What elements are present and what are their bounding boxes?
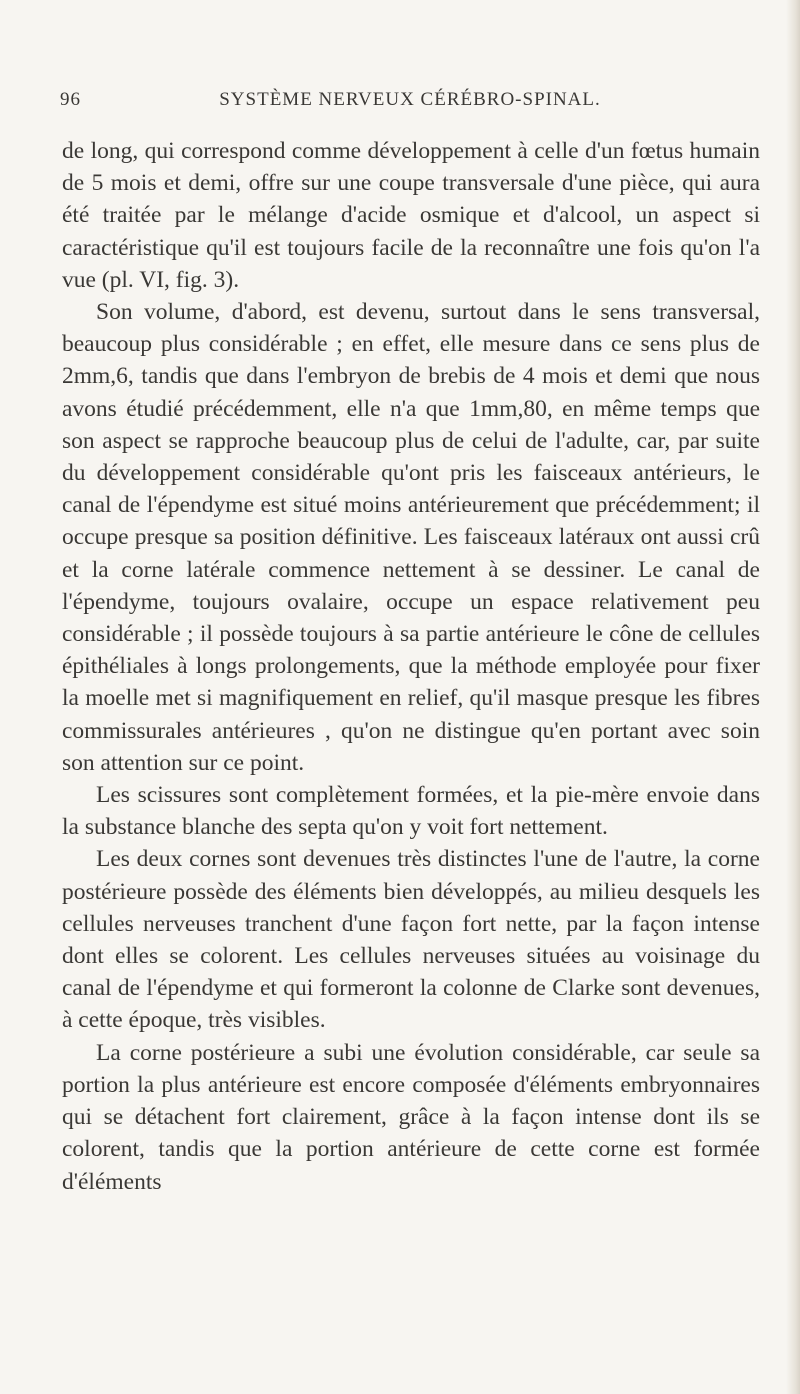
running-header: [60, 89, 760, 113]
page-number: 96: [60, 89, 81, 110]
paragraph: La corne postérieure a subi une évolution considérable, car seule sa portion la plus antérieure est encore composée d'éléments embryonnaires qui se détachent fort clairement, grâce à la façon intense dont ils se colorent, tandis que la portion antérieure de cette corne est formée d'éléments: [62, 1039, 760, 1195]
paragraph: Son volume, d'abord, est devenu, surtout dans le sens transversal, beaucoup plus considérable ; en effet, elle mesure dans ce sens plus de 2mm,6, tandis que dans l'embryon de brebis de 4 mois et demi que nous avons étudié précédemment, elle n'a que 1mm,80, en même temps que son aspect se rapproche beaucoup plus de celui de l'adulte, car, par suite du développement considérable qu'ont pris les faisceaux antérieurs, le canal de l'épendyme est situé moins antérieurement que précédemment; il occupe presque sa position définitive. Les faisceaux latéraux ont aussi crû et la corne latérale commence nettement à se dessiner. Le canal de l'épendyme, toujours ovalaire, occupe un espace relativement peu considérable ; il possède toujours à sa partie antérieure le cône de cellules épithéliales à longs prolongements, que la méthode employée pour fixer la moelle met si magnifiquement en relief, qu'il masque presque les fibres commissurales antérieures , qu'on ne distingue qu'en portant avec soin son attention sur ce point.: [62, 299, 760, 776]
paragraph: Les scissures sont complètement formées, et la pie-mère envoie dans la substance blanche des septa qu'on y voit fort nettement.: [62, 782, 760, 841]
paragraph: Les deux cornes sont devenues très distinctes l'une de l'autre, la corne postérieure possède des éléments bien développés, au milieu desquels les cellules nerveuses tranchent d'une façon fort nette, par la façon intense dont elles se colorent. Les cellules nerveuses situées au voisinage du canal de l'épendyme et qui formeront la colonne de Clarke sont devenues, à cette époque, très visibles.: [62, 846, 760, 1034]
body-text: [62, 135, 760, 1198]
running-title: SYSTÈME NERVEUX CÉRÉBRO-SPINAL.: [219, 89, 601, 110]
paragraph-continued: de long, qui correspond comme développement à celle d'un fœtus humain de 5 mois et demi, offre sur une coupe transversale d'une pièce, qui aura été traitée par le mélange d'acide osmique et d'alcool, un aspect si caractéristique qu'il est toujours facile de la reconnaître une fois qu'on l'a vue (pl. VI, fig. 3).: [62, 138, 760, 293]
page-edge-shadow: [786, 0, 800, 1394]
